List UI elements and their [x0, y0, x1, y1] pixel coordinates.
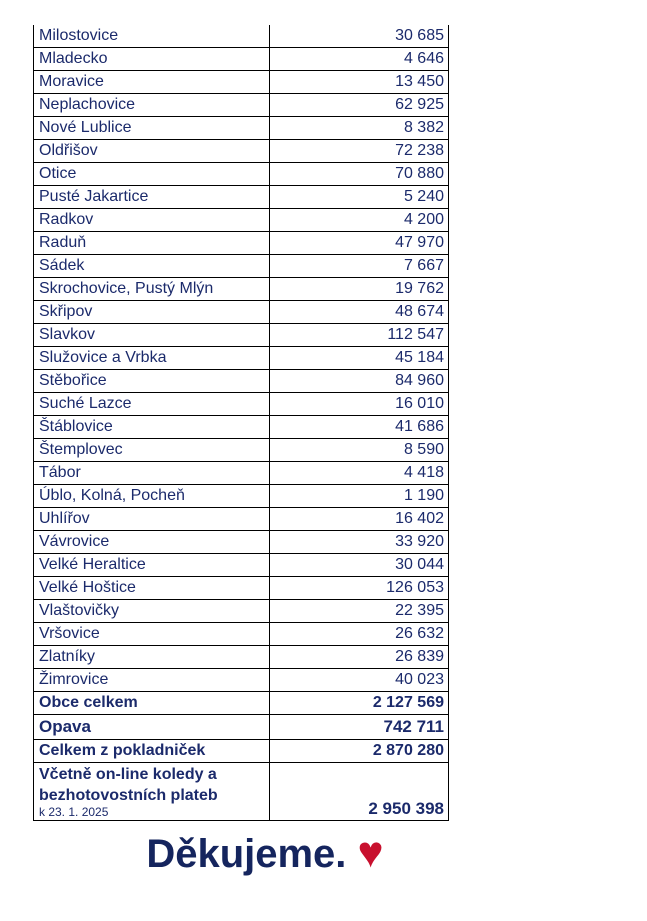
municipality-amount: 16 010: [270, 393, 449, 416]
municipality-amount: 48 674: [270, 301, 449, 324]
table-row: [34, 600, 449, 623]
municipality-amount: 33 920: [270, 531, 449, 554]
final-label-cell: [34, 763, 270, 821]
municipality-amount: 1 190: [270, 485, 449, 508]
table-row: [34, 278, 449, 301]
municipality-name: Otice: [34, 163, 270, 186]
municipality-amount: 126 053: [270, 577, 449, 600]
total-row-final: [34, 763, 449, 821]
municipality-name: Vlaštovičky: [34, 600, 270, 623]
municipality-amount: 8 382: [270, 117, 449, 140]
table-row: [34, 117, 449, 140]
opava-label: Opava: [34, 715, 270, 740]
total-row-opava: [34, 715, 449, 740]
municipality-amount: 26 632: [270, 623, 449, 646]
table-row: [34, 71, 449, 94]
table-row: [34, 324, 449, 347]
municipality-amount: 22 395: [270, 600, 449, 623]
municipality-name: Suché Lazce: [34, 393, 270, 416]
municipality-name: Raduň: [34, 232, 270, 255]
municipality-name: Skrochovice, Pustý Mlýn: [34, 278, 270, 301]
final-value: 2 950 398: [270, 763, 449, 821]
table-row: [34, 462, 449, 485]
municipality-amount: 40 023: [270, 669, 449, 692]
table-row: [34, 25, 449, 48]
totals-section: [34, 692, 449, 821]
municipality-name: Velké Heraltice: [34, 554, 270, 577]
table-row: [34, 140, 449, 163]
collection-results-table: [33, 25, 449, 821]
table-row: [34, 623, 449, 646]
municipality-name: Vávrovice: [34, 531, 270, 554]
municipality-name: Mladecko: [34, 48, 270, 71]
municipality-name: Zlatníky: [34, 646, 270, 669]
table-row: [34, 255, 449, 278]
municipality-amount: 26 839: [270, 646, 449, 669]
municipality-name: Štáblovice: [34, 416, 270, 439]
table-row: [34, 163, 449, 186]
table-row: [34, 416, 449, 439]
thank-you-text: Děkujeme.: [146, 832, 347, 876]
municipality-amount: 13 450: [270, 71, 449, 94]
table-row: [34, 577, 449, 600]
table-row: [34, 301, 449, 324]
municipality-name: Vršovice: [34, 623, 270, 646]
municipality-amount: 45 184: [270, 347, 449, 370]
municipality-name: Pusté Jakartice: [34, 186, 270, 209]
table-row: [34, 508, 449, 531]
municipality-amount: 4 646: [270, 48, 449, 71]
thank-you-message: [0, 828, 530, 878]
municipality-name: Milostovice: [34, 25, 270, 48]
municipality-name: Neplachovice: [34, 94, 270, 117]
municipality-name: Moravice: [34, 71, 270, 94]
table-row: [34, 370, 449, 393]
heart-icon: ♥: [357, 828, 384, 877]
municipality-amount: 4 200: [270, 209, 449, 232]
municipality-amount: 5 240: [270, 186, 449, 209]
table-row: [34, 646, 449, 669]
obce-total-value: 2 127 569: [270, 692, 449, 715]
table-row: [34, 94, 449, 117]
municipality-amount: 47 970: [270, 232, 449, 255]
municipality-amount: 8 590: [270, 439, 449, 462]
table-row: [34, 485, 449, 508]
table-row: [34, 554, 449, 577]
final-date: k 23. 1. 2025: [39, 805, 109, 819]
municipality-name: Štemplovec: [34, 439, 270, 462]
table-row: [34, 186, 449, 209]
table-row: [34, 347, 449, 370]
pokladnicky-value: 2 870 280: [270, 740, 449, 763]
municipality-amount: 4 418: [270, 462, 449, 485]
municipality-name: Slavkov: [34, 324, 270, 347]
municipality-amount: 62 925: [270, 94, 449, 117]
municipality-amount: 19 762: [270, 278, 449, 301]
final-label-line1: Včetně on-line koledy a: [39, 766, 217, 783]
municipality-name: Radkov: [34, 209, 270, 232]
municipality-amount: 7 667: [270, 255, 449, 278]
municipality-name: Žimrovice: [34, 669, 270, 692]
municipality-name: Tábor: [34, 462, 270, 485]
municipality-name: Stěbořice: [34, 370, 270, 393]
municipality-name: Sádek: [34, 255, 270, 278]
municipality-name: Oldřišov: [34, 140, 270, 163]
municipality-amount: 70 880: [270, 163, 449, 186]
final-label-line2: bezhotovostních plateb: [39, 787, 218, 804]
municipality-name: Služovice a Vrbka: [34, 347, 270, 370]
municipality-rows: [34, 25, 449, 692]
total-row-pokladnicky: [34, 740, 449, 763]
municipality-amount: 41 686: [270, 416, 449, 439]
obce-total-label: Obce celkem: [34, 692, 270, 715]
municipality-amount: 112 547: [270, 324, 449, 347]
municipality-amount: 30 685: [270, 25, 449, 48]
table-row: [34, 393, 449, 416]
table-row: [34, 232, 449, 255]
pokladnicky-label: Celkem z pokladniček: [34, 740, 270, 763]
table-row: [34, 669, 449, 692]
municipality-amount: 84 960: [270, 370, 449, 393]
municipality-amount: 16 402: [270, 508, 449, 531]
table-row: [34, 209, 449, 232]
municipality-amount: 30 044: [270, 554, 449, 577]
table-row: [34, 531, 449, 554]
municipality-name: Velké Hoštice: [34, 577, 270, 600]
table-row: [34, 439, 449, 462]
opava-value: 742 711: [270, 715, 449, 740]
municipality-name: Úblo, Kolná, Pocheň: [34, 485, 270, 508]
municipality-name: Skřipov: [34, 301, 270, 324]
table-row: [34, 48, 449, 71]
municipality-name: Uhlířov: [34, 508, 270, 531]
municipality-name: Nové Lublice: [34, 117, 270, 140]
total-row-obce: [34, 692, 449, 715]
municipality-amount: 72 238: [270, 140, 449, 163]
